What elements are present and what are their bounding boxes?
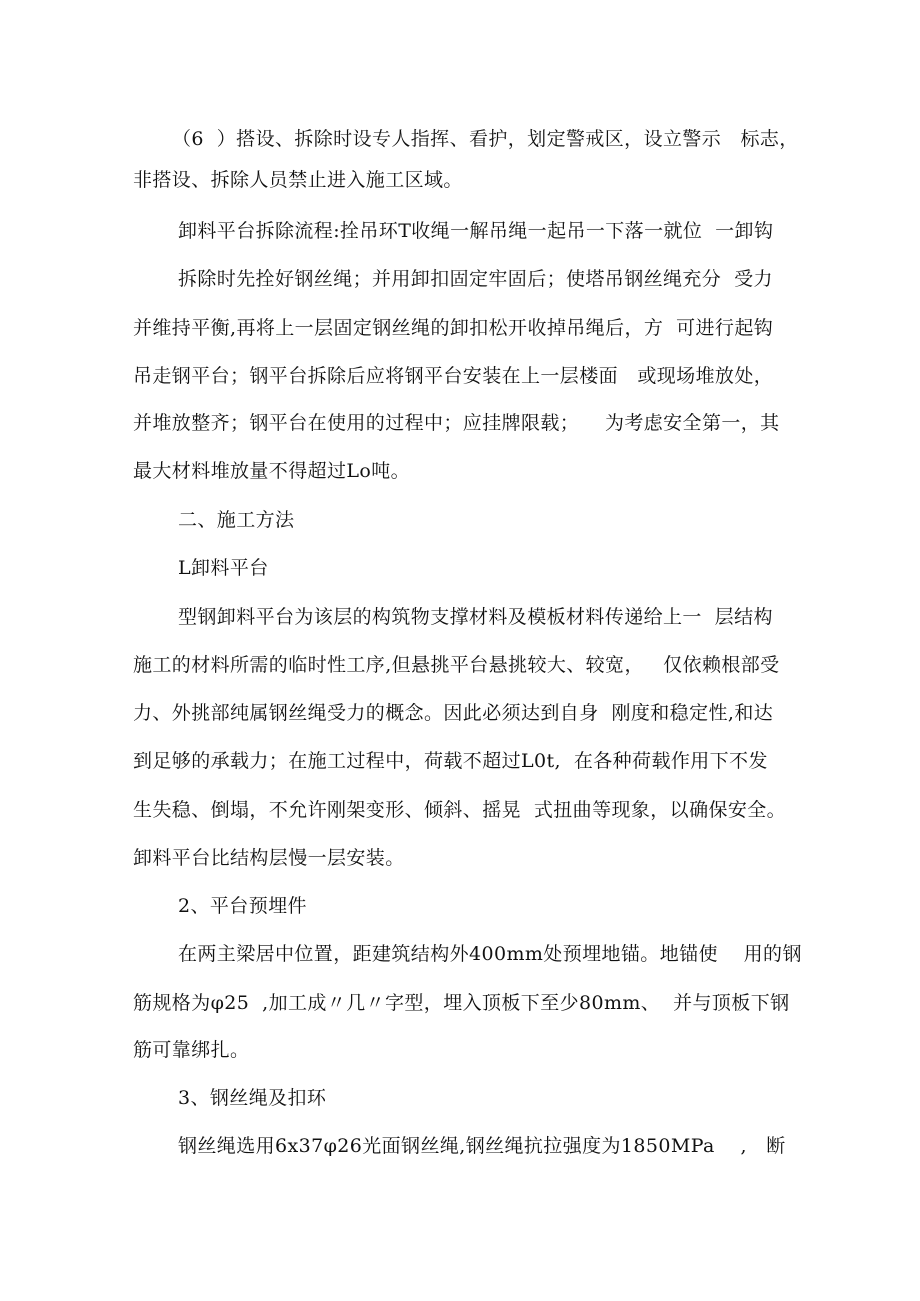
- subsection-heading: L卸料平台: [178, 557, 269, 579]
- paragraph-line: 吊走钢平台；钢平台拆除后应将钢平台安装在上一层楼面 或现场堆放处，: [133, 365, 774, 387]
- subsection-heading: 3、钢丝绳及扣环: [178, 1087, 327, 1109]
- paragraph-line: 拆除时先拴好钢丝绳；并用卸扣固定牢固后；使塔吊钢丝绳充分 受力: [178, 268, 773, 290]
- paragraph-line: 筋可靠绑扎。: [133, 1039, 250, 1061]
- paragraph-line: （6 ）搭设、拆除时设专人指挥、看护，划定警戒区，设立警示 标志，: [172, 128, 799, 150]
- paragraph-line: 力、外挑部纯属钢丝绳受力的概念。因此必须达到自身 刚度和稳定性,和达: [133, 702, 774, 724]
- paragraph-line: 非搭设、拆除人员禁止进入施工区域。: [133, 169, 463, 191]
- paragraph-line: 型钢卸料平台为该层的构筑物支撑材料及模板材料传递给上一 层结构: [178, 606, 773, 628]
- paragraph-line: 施工的材料所需的临时性工序,但悬挑平台悬挑较大、较宽， 仅依赖根部受: [133, 654, 780, 676]
- subsection-heading: 2、平台预埋件: [178, 895, 307, 917]
- paragraph-line: 到足够的承载力；在施工过程中，荷载不超过L0t, 在各种荷载作用下不发: [133, 750, 768, 772]
- paragraph-line: 筋规格为φ25 ,加工成〃几〃字型，埋入顶板下至少80mm、 并与顶板下钢: [133, 992, 790, 1014]
- paragraph-line: 生失稳、倒塌，不允许刚架变形、倾斜、摇晃 式扭曲等现象，以确保安全。: [133, 799, 787, 821]
- paragraph-line: 并维持平衡,再将上一层固定钢丝绳的卸扣松开收掉吊绳后，方 可进行起钩: [133, 317, 774, 339]
- paragraph-line: 并堆放整齐；钢平台在使用的过程中；应挂牌限载； 为考虑安全第一，其: [133, 412, 780, 434]
- paragraph-line: 钢丝绳选用6x37φ26光面钢丝绳,钢丝绳抗拉强度为1850MPa , 断: [178, 1135, 786, 1157]
- paragraph-line: 卸料平台拆除流程:拴吊环T收绳一解吊绳一起吊一下落一就位 一卸钩: [178, 220, 774, 242]
- paragraph-line: 在两主梁居中位置，距建筑结构外400mm处预埋地锚。地锚使 用的钢: [178, 943, 802, 965]
- paragraph-line: 最大材料堆放量不得超过Lo吨。: [133, 460, 411, 482]
- section-heading: 二、施工方法: [178, 509, 295, 531]
- paragraph-line: 卸料平台比结构层慢一层安装。: [133, 847, 405, 869]
